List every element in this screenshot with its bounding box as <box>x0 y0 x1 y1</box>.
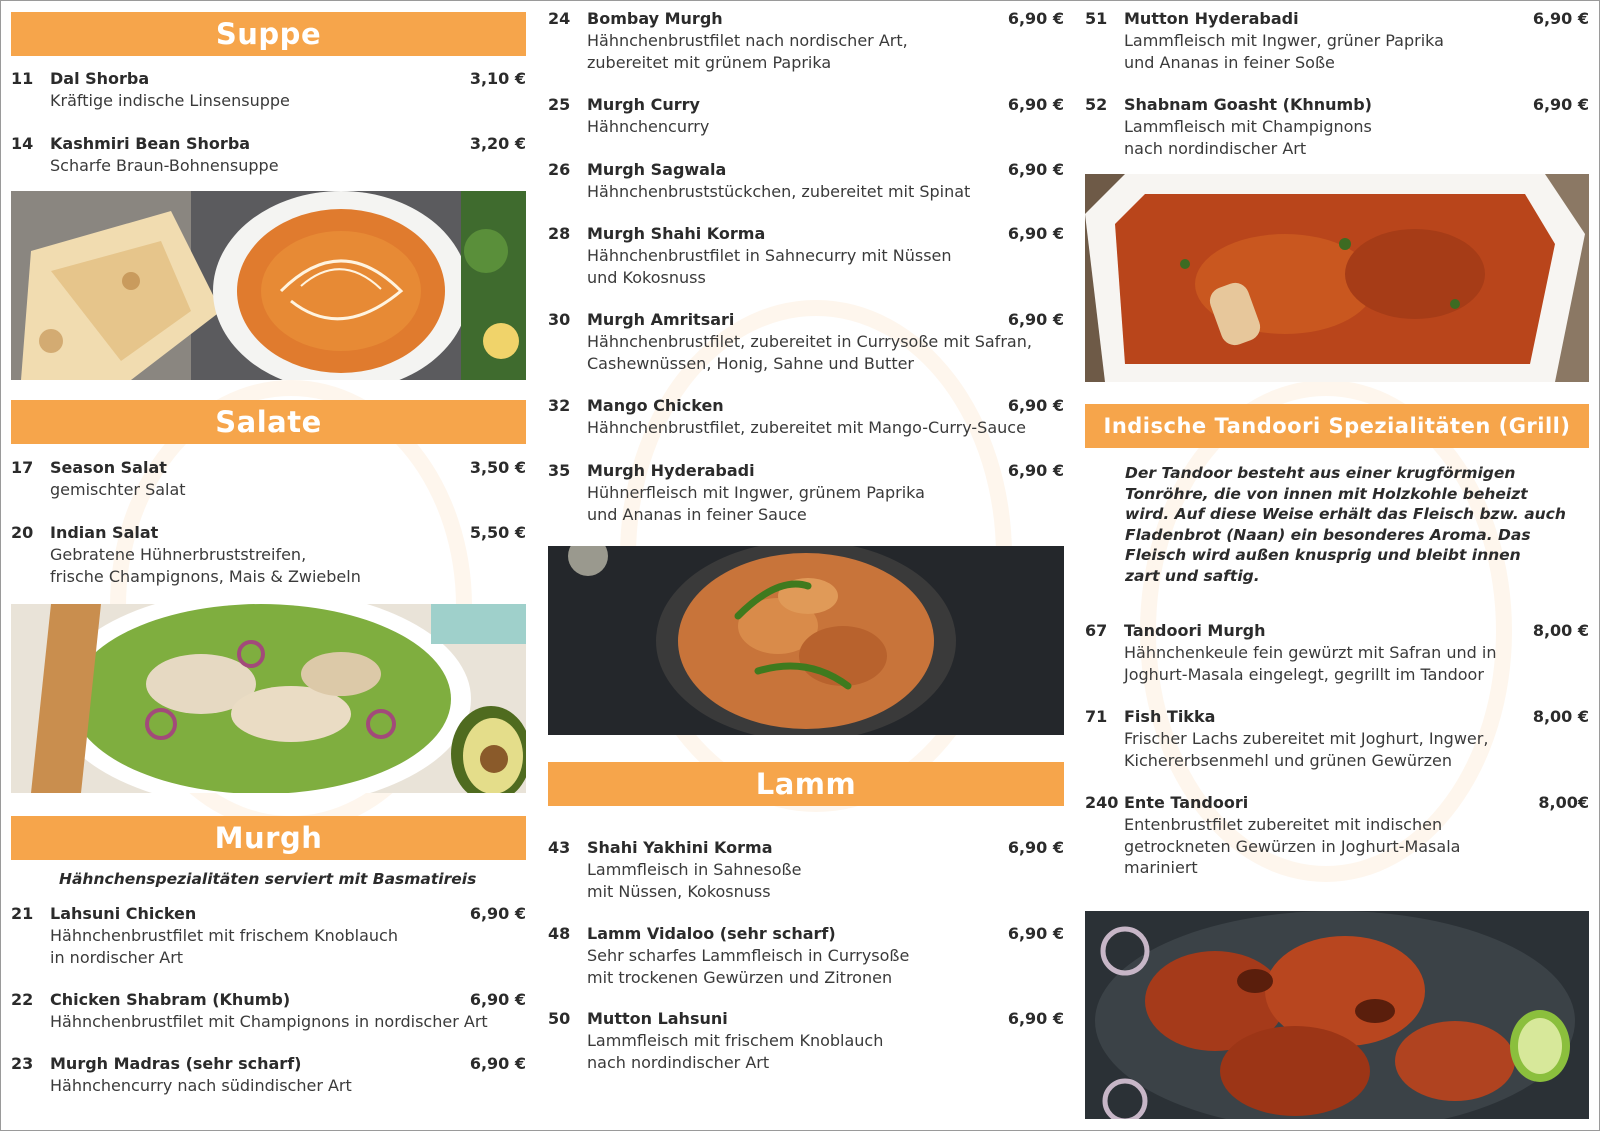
item-name: Mango Chicken <box>587 396 724 415</box>
item-description: Frischer Lachs zubereitet mit Joghurt, Ingwer, Kichererbsenmehl und grünen Gewürzen <box>1124 729 1489 770</box>
item-name: Fish Tikka <box>1124 707 1216 726</box>
item-price: 3,20 € <box>469 134 526 153</box>
item-number: 30 <box>548 310 571 329</box>
item-description: gemischter Salat <box>50 480 186 499</box>
item-description: Hähnchenbrustfilet in Sahnecurry mit Nüssen und Kokosnuss <box>587 246 952 287</box>
item-price: 6,90 € <box>1532 95 1589 114</box>
item-price: 6,90 € <box>1007 224 1064 243</box>
item-name: Season Salat <box>50 458 167 477</box>
item-name: Chicken Shabram (Khumb) <box>50 990 291 1009</box>
item-price: 6,90 € <box>1007 396 1064 415</box>
section-title: Lamm <box>755 767 857 801</box>
item-price: 6,90 € <box>469 1054 526 1073</box>
item-name: Mutton Hyderabadi <box>1124 9 1299 28</box>
item-number: 24 <box>548 9 571 28</box>
item-description: Hähnchenbruststückchen, zubereitet mit Spinat <box>587 182 971 201</box>
item-number: 48 <box>548 924 571 943</box>
item-price: 6,90 € <box>1007 461 1064 480</box>
item-name: Dal Shorba <box>50 69 150 88</box>
section-title: Indische Tandoori Spezialitäten (Grill) <box>1103 414 1571 438</box>
item-name: Murgh Madras (sehr scharf) <box>50 1054 302 1073</box>
item-name: Bombay Murgh <box>587 9 723 28</box>
item-number: 67 <box>1085 621 1108 640</box>
section-title: Suppe <box>215 17 322 51</box>
item-number: 17 <box>11 458 34 477</box>
item-description: Entenbrustfilet zubereitet mit indischen getrockneten Gewürzen in Joghurt-Masala mariniert <box>1124 815 1461 877</box>
item-name: Murgh Shahi Korma <box>587 224 766 243</box>
item-price: 8,00€ <box>1538 793 1589 812</box>
soup-photo <box>11 191 526 380</box>
item-number: 26 <box>548 160 571 179</box>
item-number: 14 <box>11 134 34 153</box>
item-description: Hähnchenbrustfilet mit Champignons in nordischer Art <box>50 1012 488 1031</box>
section-title: Murgh <box>214 821 323 855</box>
item-description: Scharfe Braun-Bohnensuppe <box>50 156 279 175</box>
tandoori-chicken-photo <box>1085 911 1589 1119</box>
item-description: Lammfleisch in Sahnesoße mit Nüssen, Kokosnuss <box>587 860 802 901</box>
item-price: 5,50 € <box>469 523 526 542</box>
chicken-curry-photo <box>548 546 1064 735</box>
section-header-lamm <box>548 762 1064 806</box>
item-name: Lahsuni Chicken <box>50 904 197 923</box>
item-name: Shahi Yakhini Korma <box>587 838 773 857</box>
item-name: Murgh Hyderabadi <box>587 461 755 480</box>
item-number: 20 <box>11 523 34 542</box>
item-description: Hähnchenkeule fein gewürzt mit Safran und in Joghurt-Masala eingelegt, gegrillt im Tandoor <box>1124 643 1497 684</box>
item-number: 240 <box>1085 793 1119 812</box>
item-name: Indian Salat <box>50 523 159 542</box>
item-description: Lammfleisch mit Ingwer, grüner Paprika und Ananas in feiner Soße <box>1124 31 1444 72</box>
item-number: 32 <box>548 396 571 415</box>
item-price: 8,00 € <box>1532 707 1589 726</box>
item-name: Mutton Lahsuni <box>587 1009 728 1028</box>
item-description: Gebratene Hühnerbruststreifen, frische Champignons, Mais & Zwiebeln <box>50 545 361 586</box>
item-price: 3,50 € <box>469 458 526 477</box>
item-name: Shabnam Goasht (Khnumb) <box>1124 95 1372 114</box>
item-number: 50 <box>548 1009 571 1028</box>
item-price: 6,90 € <box>1532 9 1589 28</box>
item-price: 6,90 € <box>1007 924 1064 943</box>
item-description: Lammfleisch mit Champignons nach nordindischer Art <box>1124 117 1372 158</box>
item-price: 6,90 € <box>1007 838 1064 857</box>
salad-photo <box>11 604 526 793</box>
item-number: 23 <box>11 1054 34 1073</box>
item-number: 25 <box>548 95 571 114</box>
item-description: Hähnchencurry nach südindischer Art <box>50 1076 352 1095</box>
item-number: 11 <box>11 69 34 88</box>
item-name: Lamm Vidaloo (sehr scharf) <box>587 924 836 943</box>
item-number: 43 <box>548 838 571 857</box>
item-number: 52 <box>1085 95 1108 114</box>
item-number: 21 <box>11 904 34 923</box>
item-price: 6,90 € <box>469 904 526 923</box>
item-number: 22 <box>11 990 34 1009</box>
item-price: 6,90 € <box>1007 1009 1064 1028</box>
item-price: 6,90 € <box>1007 160 1064 179</box>
item-description: Kräftige indische Linsensuppe <box>50 91 290 110</box>
section-header-tandoori <box>1085 404 1589 448</box>
item-name: Tandoori Murgh <box>1124 621 1266 640</box>
item-name: Kashmiri Bean Shorba <box>50 134 251 153</box>
item-name: Murgh Sagwala <box>587 160 727 179</box>
item-description: Hähnchenbrustfilet, zubereitet in Currysoße mit Safran, Cashewnüssen, Honig, Sahne und Butter <box>587 332 1032 373</box>
item-number: 28 <box>548 224 571 243</box>
section-header-murgh <box>11 816 526 860</box>
item-name: Murgh Amritsari <box>587 310 735 329</box>
lamb-curry-photo <box>1085 174 1589 382</box>
item-price: 6,90 € <box>1007 9 1064 28</box>
item-number: 35 <box>548 461 571 480</box>
section-header-salate <box>11 400 526 444</box>
section-header-suppe <box>11 12 526 56</box>
item-name: Murgh Curry <box>587 95 700 114</box>
item-price: 3,10 € <box>469 69 526 88</box>
item-description: Hähnchenbrustfilet, zubereitet mit Mango-Curry-Sauce <box>587 418 1026 437</box>
item-description: Sehr scharfes Lammfleisch in Currysoße mit trockenen Gewürzen und Zitronen <box>587 946 910 987</box>
item-description: Hühnerfleisch mit Ingwer, grünem Paprika und Ananas in feiner Sauce <box>587 483 925 524</box>
section-title: Salate <box>215 405 322 439</box>
item-description: Hähnchenbrustfilet nach nordischer Art, zubereitet mit grünem Paprika <box>587 31 908 72</box>
item-description: Hähnchencurry <box>587 117 710 136</box>
item-price: 6,90 € <box>1007 310 1064 329</box>
item-price: 6,90 € <box>1007 95 1064 114</box>
item-number: 71 <box>1085 707 1108 726</box>
item-price: 6,90 € <box>469 990 526 1009</box>
item-description: Hähnchenbrustfilet mit frischem Knoblauch in nordischer Art <box>50 926 398 967</box>
item-description: Lammfleisch mit frischem Knoblauch nach nordindischer Art <box>587 1031 884 1072</box>
section-note: Hähnchenspezialitäten serviert mit Basmatireis <box>59 870 477 888</box>
item-name: Ente Tandoori <box>1124 793 1249 812</box>
item-price: 8,00 € <box>1532 621 1589 640</box>
item-number: 51 <box>1085 9 1108 28</box>
section-note: Der Tandoor besteht aus einer krugförmigen Tonröhre, die von innen mit Holzkohle beheizt wird. Auf diese Weise erhält das Fleisch bzw. auch Fladenbrot (Naan) ein besonderes Aroma. Das Fleisch wird außen knusprig und bleibt innen zart und saftig. <box>1125 464 1566 585</box>
